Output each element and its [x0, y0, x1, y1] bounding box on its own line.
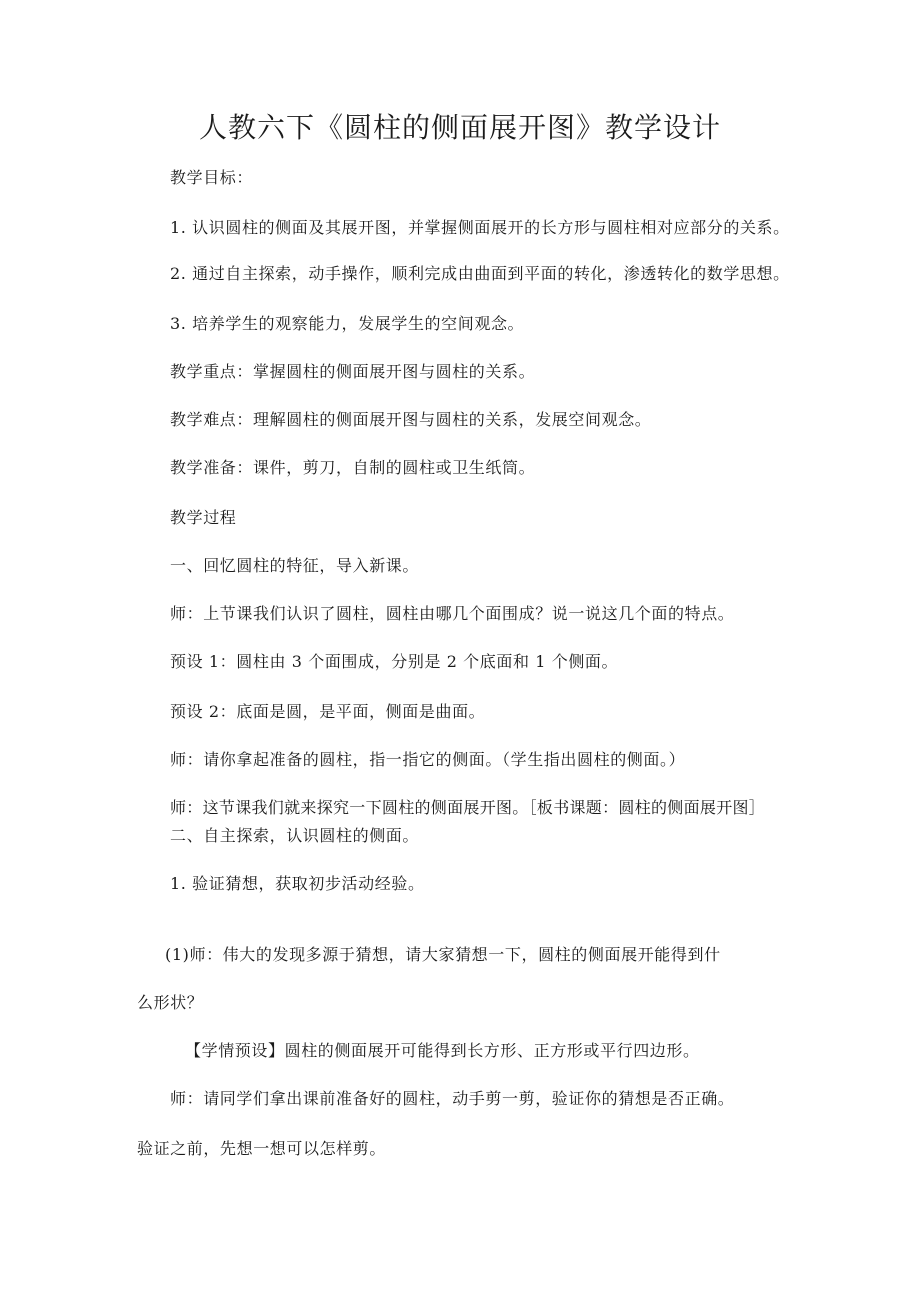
paragraph: 预设 1：圆柱由 3 个面围成，分别是 2 个底面和 1 个侧面。 — [170, 652, 619, 671]
section-heading-process: 教学过程 — [170, 508, 237, 527]
objective-1: 1. 认识圆柱的侧面及其展开图，并掌握侧面展开的长方形与圆柱相对应部分的关系。 — [170, 218, 790, 237]
step-2-heading: 二、自主探索，认识圆柱的侧面。 — [170, 826, 420, 845]
paragraph: 【学情预设】圆柱的侧面展开可能得到长方形、正方形或平行四边形。 — [185, 1041, 700, 1060]
objective-3: 3. 培养学生的观察能力，发展学生的空间观念。 — [170, 314, 525, 333]
key-point: 教学重点：掌握圆柱的侧面展开图与圆柱的关系。 — [170, 362, 536, 381]
step-1-heading: 一、回忆圆柱的特征，导入新课。 — [170, 556, 420, 575]
preparation: 教学准备：课件，剪刀，自制的圆柱或卫生纸筒。 — [170, 458, 536, 477]
paragraph: 师：这节课我们就来探究一下圆柱的侧面展开图。［板书课题：圆柱的侧面展开图］ — [170, 798, 766, 817]
document-title: 人教六下《圆柱的侧面展开图》教学设计 — [198, 111, 721, 144]
paragraph: 师：上节课我们认识了圆柱，圆柱由哪几个面围成？说一说这几个面的特点。 — [170, 604, 735, 623]
paragraph: (1)师：伟大的发现多源于猜想，请大家猜想一下，圆柱的侧面展开能得到什 — [165, 945, 721, 964]
objective-2: 2. 通过自主探索，动手操作，顺利完成由曲面到平面的转化，渗透转化的数学思想。 — [170, 264, 790, 283]
section-heading-objectives: 教学目标： — [170, 168, 254, 187]
paragraph: 师：请同学们拿出课前准备好的圆柱，动手剪一剪，验证你的猜想是否正确。 — [170, 1089, 735, 1108]
paragraph: 预设 2：底面是圆，是平面，侧面是曲面。 — [170, 702, 486, 721]
difficult-point: 教学难点：理解圆柱的侧面展开图与圆柱的关系，发展空间观念。 — [170, 410, 652, 429]
paragraph: 师：请你拿起准备的圆柱，指一指它的侧面。（学生指出圆柱的侧面。） — [170, 750, 686, 769]
paragraph: 么形状？ — [137, 993, 204, 1012]
paragraph: 验证之前，先想一想可以怎样剪。 — [137, 1139, 387, 1158]
sub-heading: 1. 验证猜想，获取初步活动经验。 — [170, 874, 425, 893]
